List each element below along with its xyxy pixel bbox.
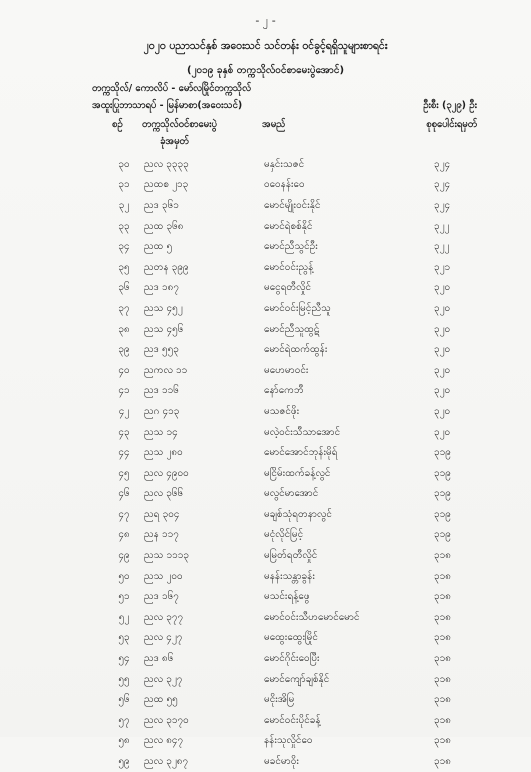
table-row bbox=[104, 339, 451, 360]
roll-number: ညလ ၄၂၇ bbox=[144, 632, 183, 644]
row-number: ၄၀ bbox=[118, 364, 130, 376]
row-number: ၄၃ bbox=[118, 426, 130, 438]
row-number: ၅၀ bbox=[118, 570, 130, 582]
table-row bbox=[104, 545, 451, 566]
roll-number: ညကလ ၁၁ bbox=[144, 364, 188, 376]
roll-number: ညလ ၃၆၆ bbox=[144, 488, 184, 500]
student-name: မမြတ်ရတီလှိုင် bbox=[264, 550, 318, 562]
total-marks: ၃၁၈ bbox=[434, 756, 451, 768]
table-row bbox=[104, 628, 451, 649]
row-number: ၃၁ bbox=[118, 179, 130, 191]
table-row bbox=[104, 731, 451, 752]
row-number: ၅၅ bbox=[118, 673, 130, 685]
student-name: မောင်ဝင်းသီဟမောင်မောင် bbox=[264, 611, 360, 623]
table-row bbox=[104, 710, 451, 731]
total-marks: ၃၁၉ bbox=[434, 529, 451, 541]
roll-number: ညလ ၃၁၇၀ bbox=[144, 714, 189, 726]
roll-number: ညလ ၃၂၈၇ bbox=[144, 756, 189, 768]
table-row bbox=[104, 236, 451, 257]
table-row bbox=[104, 586, 451, 607]
total-marks: ၃၁၉ bbox=[434, 508, 451, 520]
total-marks: ၃၁၉ bbox=[434, 447, 451, 459]
table-row bbox=[104, 751, 451, 772]
table-row bbox=[104, 442, 451, 463]
row-number: ၅၄ bbox=[118, 653, 130, 665]
table-row bbox=[104, 278, 451, 299]
total-marks: ၃၂၀ bbox=[434, 364, 451, 376]
table-row bbox=[104, 319, 451, 340]
total-marks: ၃၁၈ bbox=[434, 632, 451, 644]
table-row bbox=[104, 566, 451, 587]
column-header-roll: တက္ကသိုလ်ဝင်စာမေးပွဲ bbox=[142, 119, 217, 130]
student-name: မနှင်းသဇင် bbox=[264, 158, 305, 170]
row-number: ၅၉ bbox=[118, 756, 130, 768]
total-marks: ၃၂၄ bbox=[434, 179, 451, 191]
student-name: မောင်ဂိုင်းဝေပြီး bbox=[264, 653, 320, 665]
row-number: ၃၉ bbox=[118, 344, 130, 356]
row-number: ၃၀ bbox=[118, 158, 130, 170]
table-row bbox=[104, 463, 451, 484]
results-table bbox=[104, 154, 451, 772]
roll-number: ညထ ၅ bbox=[144, 241, 173, 253]
row-number: ၃၂ bbox=[118, 199, 130, 211]
row-number: ၃၃ bbox=[118, 220, 130, 232]
table-row bbox=[104, 154, 451, 175]
row-number: ၃၅ bbox=[118, 261, 130, 273]
row-number: ၅၇ bbox=[118, 714, 130, 726]
roll-number: ညလ ၃၇၇ bbox=[144, 611, 184, 623]
page-number: - ၂ - bbox=[255, 14, 276, 27]
student-name: မငိုးအိမြ bbox=[264, 694, 295, 706]
row-number: ၅၃ bbox=[118, 632, 130, 644]
table-row bbox=[104, 298, 451, 319]
university-line: တက္ကသိုလ်/ ကောလိပ် - မော်လမြိုင်တက္ကသိုလ် bbox=[92, 83, 251, 94]
total-marks: ၃၂၀ bbox=[434, 426, 451, 438]
table-row bbox=[104, 401, 451, 422]
roll-number: ညဒ ၁၈၇ bbox=[144, 282, 180, 294]
total-marks: ၃၂၄ bbox=[434, 158, 451, 170]
total-marks: ၃၂၄ bbox=[434, 199, 451, 211]
student-name: မခင်မာဝိုး bbox=[264, 756, 299, 768]
total-marks: ၃၂၀ bbox=[434, 302, 451, 314]
student-name: မငုံလိုင်မြင့် bbox=[264, 529, 304, 541]
roll-number: ညသ ၁၁၁၃ bbox=[144, 550, 190, 562]
total-count: ဦးစီး (၃၂၉) ဦး bbox=[423, 100, 477, 111]
student-name: ဝဝေနန်းဝေ bbox=[264, 179, 305, 191]
table-row bbox=[104, 257, 451, 278]
total-marks: ၃၁၈ bbox=[434, 735, 451, 747]
document-subtitle: (၂၀၁၉ ခုနှစ် တက္ကသိုလ်ဝင်စာမေးပွဲအောင်) bbox=[186, 65, 345, 76]
roll-number: ညဒ ၅၅၃ bbox=[144, 344, 179, 356]
column-header-name: အမည် bbox=[262, 119, 286, 130]
table-row bbox=[104, 422, 451, 443]
student-name: မောင်ဝင်းမြင့်ညီသူ bbox=[264, 302, 331, 314]
row-number: ၄၆ bbox=[118, 488, 130, 500]
total-marks: ၃၁၈ bbox=[434, 570, 451, 582]
row-number: ၃၇ bbox=[118, 302, 130, 314]
roll-number: ညသ ၄၅၆ bbox=[144, 323, 184, 335]
student-name: မလဲ့ဝင်းသီသာအောင် bbox=[264, 426, 341, 438]
student-name: မငွေရတီလှိုင် bbox=[264, 282, 312, 294]
roll-number: ညသ ၂၈၀ bbox=[144, 447, 183, 459]
document-title: ၂၀၂၀ ပညာသင်နှစ် အဝေးသင် သင်တန်း ဝင်ခွင့်ရရှိသူများစာရင်း bbox=[143, 40, 388, 52]
total-marks: ၃၂၀ bbox=[434, 282, 451, 294]
student-name: မောင်ကျော်ချစ်နိုင် bbox=[264, 673, 330, 685]
roll-number: ညလ ၃၂၇ bbox=[144, 673, 183, 685]
roll-number: ညန ၁၁၇ bbox=[144, 529, 179, 541]
roll-number: ညဒ ၁၆၇ bbox=[144, 591, 179, 603]
row-number: ၄၂ bbox=[118, 405, 130, 417]
total-marks: ၃၂၁ bbox=[434, 261, 451, 273]
row-number: ၃၈ bbox=[118, 323, 130, 335]
roll-number: ညဂ ၄၁၃ bbox=[144, 405, 180, 417]
total-marks: ၃၂၀ bbox=[434, 323, 451, 335]
row-number: ၅၈ bbox=[118, 735, 130, 747]
row-number: ၄၅ bbox=[118, 467, 130, 479]
student-name: မောင်ရဲထက်ထွန်း bbox=[264, 344, 328, 356]
table-row bbox=[104, 195, 451, 216]
total-marks: ၃၂၀ bbox=[434, 385, 451, 397]
student-name: မသင်းရန့်ဖွေ bbox=[264, 591, 310, 603]
student-name: နန်းသုလှိုင်ဝေ bbox=[264, 735, 313, 747]
total-marks: ၃၁၉ bbox=[434, 488, 451, 500]
total-marks: ၃၁၈ bbox=[434, 714, 451, 726]
column-header-no: စဉ် bbox=[112, 119, 123, 130]
student-name: မလွင်မာအောင် bbox=[264, 488, 319, 500]
table-row bbox=[104, 504, 451, 525]
table-row bbox=[104, 216, 451, 237]
row-number: ၅၁ bbox=[118, 591, 130, 603]
row-number: ၅၆ bbox=[118, 694, 130, 706]
table-row bbox=[104, 689, 451, 710]
roll-number: ညထ ၅၅ bbox=[144, 694, 178, 706]
student-name: မောင်မျိုးဝင်းနိုင် bbox=[264, 199, 321, 211]
roll-number: ညလ ၃၃၃၃ bbox=[144, 158, 189, 170]
student-name: မနန်းသန္တာခွန်း bbox=[264, 570, 315, 582]
student-name: မချစ်သုံရတနာလွင် bbox=[264, 508, 332, 520]
total-marks: ၃၁၈ bbox=[434, 550, 451, 562]
total-marks: ၃၁၈ bbox=[434, 653, 451, 665]
row-number: ၄၇ bbox=[118, 508, 130, 520]
roll-number: ညထ ၃၆၈ bbox=[144, 220, 184, 232]
table-row bbox=[104, 525, 451, 546]
row-number: ၃၆ bbox=[118, 282, 130, 294]
roll-number: ညထစ ၂၁၃ bbox=[144, 179, 189, 191]
roll-number: ညဒ ၈၆ bbox=[144, 653, 174, 665]
student-name: မောင်ညီသွင်ဦး bbox=[264, 241, 318, 253]
student-name: မဟေမာဝင်း bbox=[264, 364, 309, 376]
table-row bbox=[104, 360, 451, 381]
roll-number: ညသ ၄၅၂ bbox=[144, 302, 183, 314]
row-number: ၃၄ bbox=[118, 241, 130, 253]
student-name: နော်ကေဘီ bbox=[264, 385, 304, 397]
total-marks: ၃၂၂ bbox=[434, 241, 450, 253]
row-number: ၄၄ bbox=[118, 447, 130, 459]
roll-number: ညသ ၂၀၀ bbox=[144, 570, 183, 582]
table-row bbox=[104, 648, 451, 669]
row-number: ၄၈ bbox=[118, 529, 130, 541]
total-marks: ၃၁၈ bbox=[434, 591, 451, 603]
total-marks: ၃၂၀ bbox=[434, 344, 451, 356]
student-name: မောင်အောင်ဘုန်းမိုရ် bbox=[264, 447, 338, 459]
table-row bbox=[104, 669, 451, 690]
roll-number: ညသ ၁၄ bbox=[144, 426, 178, 438]
roll-number: ညတန ၃၉၉ bbox=[144, 261, 189, 273]
row-number: ၄၉ bbox=[118, 550, 130, 562]
student-name: မောင်ညီသူထွဋ် bbox=[264, 323, 320, 335]
student-name: မောင်ရဲစစ်နိုင် bbox=[264, 220, 313, 232]
roll-number: ညဒ ၃၆၁ bbox=[144, 199, 179, 211]
roll-number: ညရ ၃၀၄ bbox=[144, 508, 180, 520]
table-row bbox=[104, 607, 451, 628]
total-marks: ၃၁၈ bbox=[434, 611, 451, 623]
table-row bbox=[104, 175, 451, 196]
total-marks: ၃၁၈ bbox=[434, 673, 451, 685]
roll-number: ညလ ၄၉၀၀ bbox=[144, 467, 189, 479]
total-marks: ၃၂၂ bbox=[434, 220, 450, 232]
total-marks-heading: စုစုပေါင်းရမှတ် bbox=[426, 119, 477, 130]
student-name: မောင်ဝင်းပိုင်ခန့် bbox=[264, 714, 321, 726]
row-number: ၅၂ bbox=[118, 611, 130, 623]
student-name: မငြိမ်းထက်ခန့်လွင် bbox=[264, 467, 331, 479]
roll-number: ညလ ၈၄၇ bbox=[144, 735, 184, 747]
total-marks: ၃၁၈ bbox=[434, 694, 451, 706]
total-marks: ၃၂၀ bbox=[434, 405, 451, 417]
column-header-roll-sub: ခုံအမှတ် bbox=[160, 136, 189, 147]
table-row bbox=[104, 484, 451, 505]
table-row bbox=[104, 381, 451, 402]
student-name: မသဇင်ဖိုး bbox=[264, 405, 300, 417]
total-marks: ၃၁၉ bbox=[434, 467, 451, 479]
row-number: ၄၁ bbox=[118, 385, 130, 397]
student-name: မထွေးထွေးမြိုင် bbox=[264, 632, 318, 644]
student-name: မောင်ဝင်းညွန့် bbox=[264, 261, 314, 273]
subject-line: အထူးပြုဘာသာရပ် - မြန်မာစာ(အဝေးသင်) bbox=[92, 100, 243, 111]
roll-number: ညဒ ၁၁၆ bbox=[144, 385, 179, 397]
